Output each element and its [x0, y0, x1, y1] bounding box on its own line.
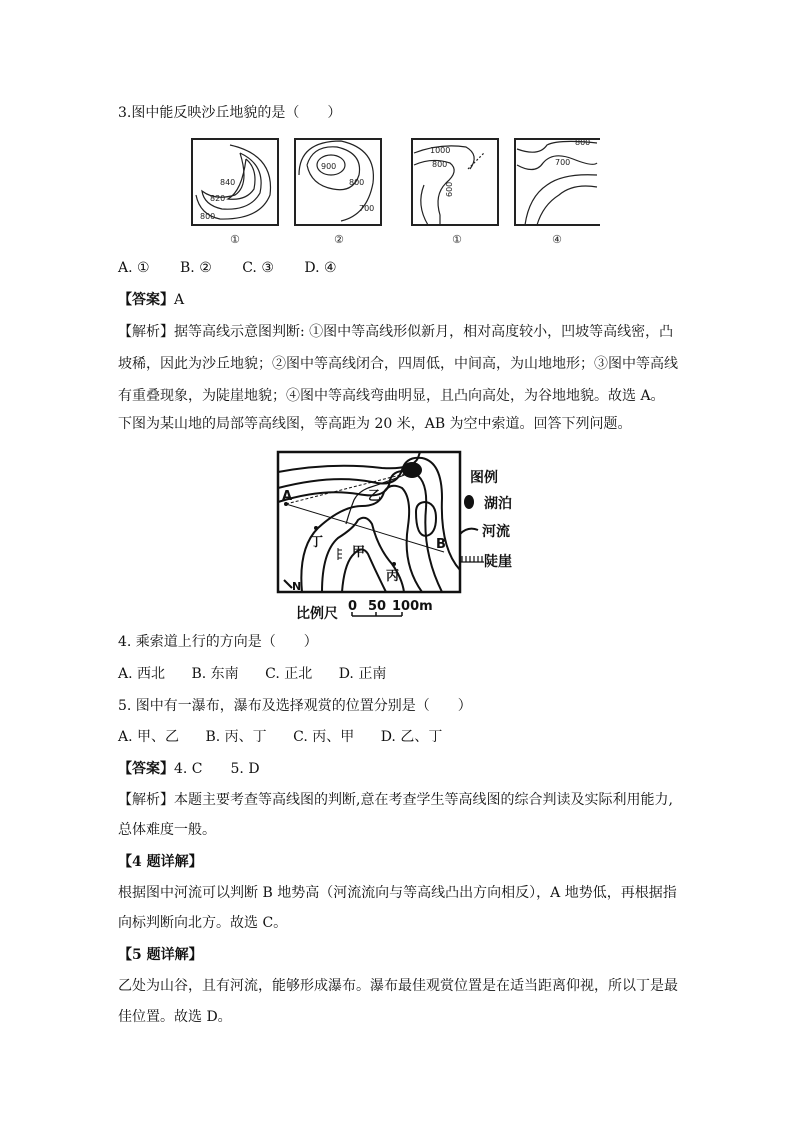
north-arrow-icon [284, 580, 292, 588]
d4-line-1: 根据图中河流可以判断 B 地势高（河流流向与等高线凸出方向相反），A 地势低，再根据指 [118, 885, 677, 901]
contour-line [278, 471, 442, 592]
scale-label: 比例尺 [296, 606, 338, 622]
q4-stem: 4. 乘索道上行的方向是（ ） [118, 634, 318, 650]
figure-label-1: ① [230, 233, 240, 246]
q5-option-c: C. 丙、甲 [293, 729, 355, 745]
legend-cliff-icon [460, 556, 484, 562]
map4-label-2: 700 [555, 158, 571, 167]
d4-line-2: 向标判断向北方。故选 C。 [118, 915, 288, 931]
q3-option-a: A. ① [118, 260, 150, 276]
scale-0: 0 [348, 599, 358, 614]
q3-analysis-line-1: 【解析】据等高线示意图判断: ①图中等高线形似新月，相对高度较小，凹坡等高线密，凸 [118, 324, 674, 340]
d5-title: 【5 题详解】 [118, 947, 203, 963]
map3-label-3: 600 [445, 181, 454, 197]
legend-lake-label: 湖泊 [484, 496, 512, 512]
d4-title: 【4 题详解】 [118, 854, 203, 870]
q3-options [118, 258, 363, 278]
lake-icon [402, 462, 422, 478]
q3-answer [118, 290, 184, 310]
q3-analysis-line-2: 坡稀，因此为沙丘地貌；②图中等高线闭合，四周低，中间高，为山地地形；③图中等高线 [118, 356, 678, 372]
analysis2-line-2: 总体难度一般。 [118, 822, 216, 838]
mountain-intro: 下图为某山地的局部等高线图，等高距为 20 米，AB 为空中索道。回答下列问题。 [118, 416, 632, 432]
north-label: N [292, 580, 302, 593]
map2-label-3: 700 [359, 204, 375, 213]
q3-analysis-line-3: 有重叠现象，为陡崖地貌；④图中等高线弯曲明显，且凸向高处，为谷地地貌。故选 A。 [118, 388, 665, 404]
q5-stem: 5. 图中有一瀑布，瀑布及选择观赏的位置分别是（ ） [118, 698, 472, 714]
legend-title: 图例 [470, 470, 498, 486]
legend-lake-icon [464, 495, 474, 509]
scale-100: 100m [392, 599, 433, 614]
scale-50: 50 [368, 599, 387, 614]
contour-map-2 [295, 139, 381, 225]
q3-option-b: B. ② [180, 260, 212, 276]
q4-option-d: D. 正南 [338, 666, 387, 682]
cliff-mark [338, 548, 342, 560]
point-yi-label: 乙 [368, 489, 382, 504]
q5-option-b: B. 丙、丁 [205, 729, 267, 745]
q45-answer-tag: 【答案】 [118, 761, 174, 777]
d5-line-1: 乙处为山谷，且有河流，能够形成瀑布。瀑布最佳观赏位置是在适当距离仰视，所以丁是最 [118, 978, 678, 994]
legend-cliff-label: 陡崖 [484, 554, 512, 570]
q5-option-d: D. 乙、丁 [380, 729, 443, 745]
map2-label-2: 800 [349, 178, 365, 187]
q3-stem: 3.图中能反映沙丘地貌的是（ ） [118, 105, 342, 121]
point-ding-label: 丁 [310, 535, 324, 550]
q5-option-a: A. 甲、乙 [118, 729, 180, 745]
point-bing-label: 丙 [386, 569, 400, 584]
contour-map-4 [515, 138, 600, 225]
q3-contour-figures [190, 135, 600, 250]
map3-label-2: 800 [432, 160, 448, 169]
d5-line-2: 佳位置。故选 D。 [118, 1009, 232, 1025]
legend-river-label: 河流 [482, 524, 510, 540]
q45-answer [118, 759, 260, 779]
q4-option-a: A. 西北 [118, 666, 166, 682]
cableway-guide [286, 472, 412, 504]
contour-map-1 [192, 139, 278, 225]
map1-label-3: 800 [200, 212, 216, 221]
q4-option-b: B. 东南 [191, 666, 239, 682]
q5-options [118, 727, 464, 747]
figure-label-2: ② [334, 233, 344, 246]
q3-answer-tag: 【答案】 [118, 292, 174, 308]
q3-answer-value: A [174, 292, 185, 308]
point-bing-dot [392, 562, 396, 566]
contour-map-3 [412, 139, 498, 225]
map1-label-1: 840 [220, 178, 236, 187]
figure-label-3: ① [452, 233, 462, 246]
point-a-label: A [282, 489, 293, 504]
map2-label-1: 900 [321, 162, 337, 171]
map1-label-2: 820 [210, 194, 226, 203]
point-b-label: B [436, 537, 446, 552]
map4-label-1: 800 [575, 138, 591, 147]
legend-river-icon [460, 529, 478, 534]
q45-answer-text: 4. C 5. D [174, 761, 260, 777]
analysis2-line-1: 【解析】本题主要考查等高线图的判断,意在考查学生等高线图的综合判读及实际利用能力, [118, 792, 673, 808]
q4-options [118, 664, 408, 684]
q3-option-d: D. ④ [304, 260, 337, 276]
q4-option-c: C. 正北 [265, 666, 313, 682]
mountain-contour-map [272, 448, 532, 626]
contour-line [278, 452, 420, 472]
contour-line [278, 458, 460, 570]
point-jia-label: 甲 [352, 545, 366, 560]
figure-label-4: ④ [552, 233, 562, 246]
map3-label-1: 1000 [430, 146, 451, 155]
q3-option-c: C. ③ [242, 260, 274, 276]
point-ding-dot [314, 526, 318, 530]
